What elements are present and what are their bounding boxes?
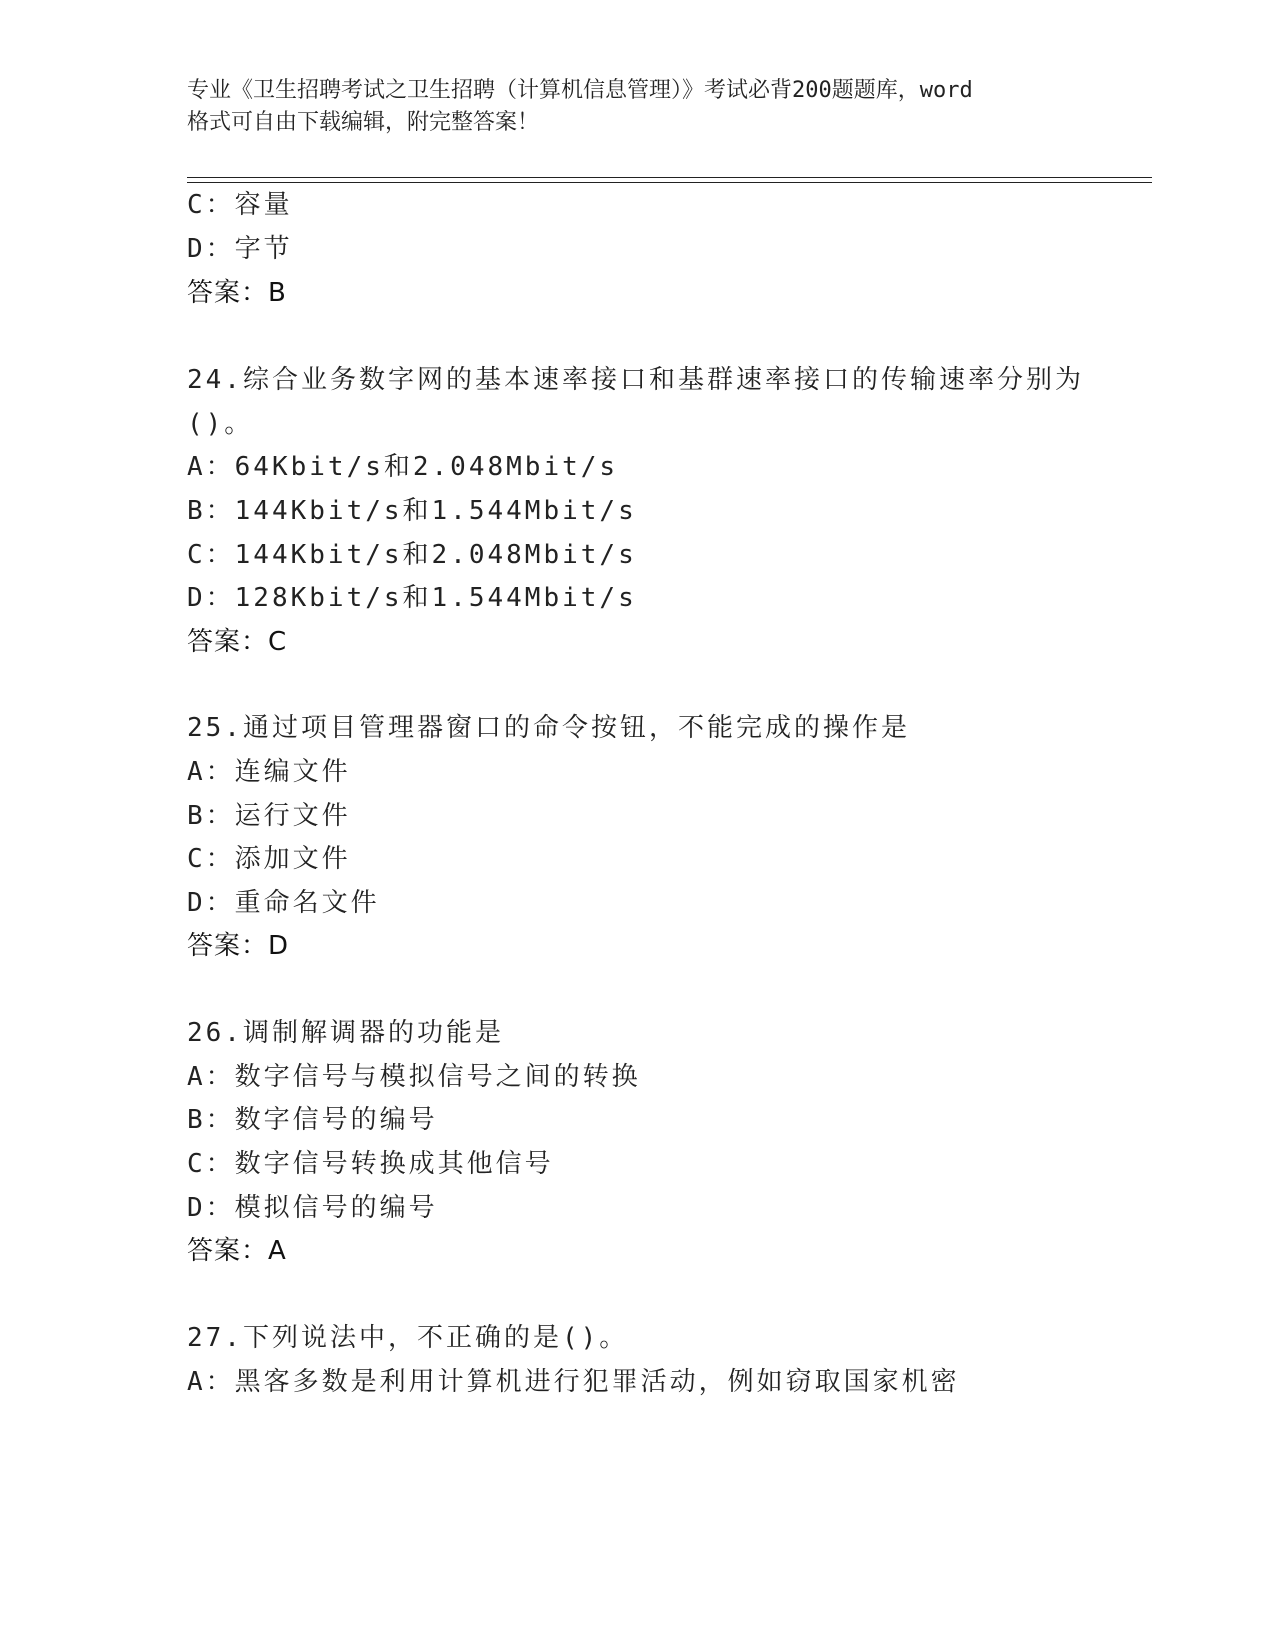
option-d: D：重命名文件 xyxy=(187,888,380,918)
answer-label: 答案：B xyxy=(187,278,287,308)
option-a: A：64Kbit/s和2.048Mbit/s xyxy=(187,452,619,482)
question-stem: 27.下列说法中，不正确的是()。 xyxy=(187,1323,629,1353)
option-c: C：容量 xyxy=(187,190,293,220)
answer-label: 答案：C xyxy=(187,627,288,657)
option-d: D：字节 xyxy=(187,234,293,264)
header-divider-bottom xyxy=(187,182,1152,183)
option-a: A：黑客多数是利用计算机进行犯罪活动，例如窃取国家机密 xyxy=(187,1367,960,1397)
option-b: B：运行文件 xyxy=(187,801,351,831)
header-line-1: 专业《卫生招聘考试之卫生招聘（计算机信息管理）》考试必背200题题库，word xyxy=(187,78,973,103)
option-c: C：144Kbit/s和2.048Mbit/s xyxy=(187,540,637,570)
answer-label: 答案：D xyxy=(187,931,290,961)
question-stem: 25.通过项目管理器窗口的命令按钮，不能完成的操作是 xyxy=(187,713,910,743)
header-line-2: 格式可自由下载编辑，附完整答案！ xyxy=(187,110,540,135)
header-divider-top xyxy=(187,177,1152,178)
option-b: B：144Kbit/s和1.544Mbit/s xyxy=(187,496,637,526)
option-a: A：数字信号与模拟信号之间的转换 xyxy=(187,1062,641,1092)
option-d: D：模拟信号的编号 xyxy=(187,1193,438,1223)
option-c: C：添加文件 xyxy=(187,844,351,874)
option-b: B：数字信号的编号 xyxy=(187,1105,438,1135)
option-d: D：128Kbit/s和1.544Mbit/s xyxy=(187,583,637,613)
document-header xyxy=(187,75,1087,139)
option-a: A：连编文件 xyxy=(187,757,351,787)
question-stem-continued: ()。 xyxy=(187,409,254,439)
option-c: C：数字信号转换成其他信号 xyxy=(187,1149,554,1179)
question-stem: 24.综合业务数字网的基本速率接口和基群速率接口的传输速率分别为 xyxy=(187,365,1084,395)
answer-label: 答案：A xyxy=(187,1236,287,1266)
question-stem: 26.调制解调器的功能是 xyxy=(187,1018,504,1048)
